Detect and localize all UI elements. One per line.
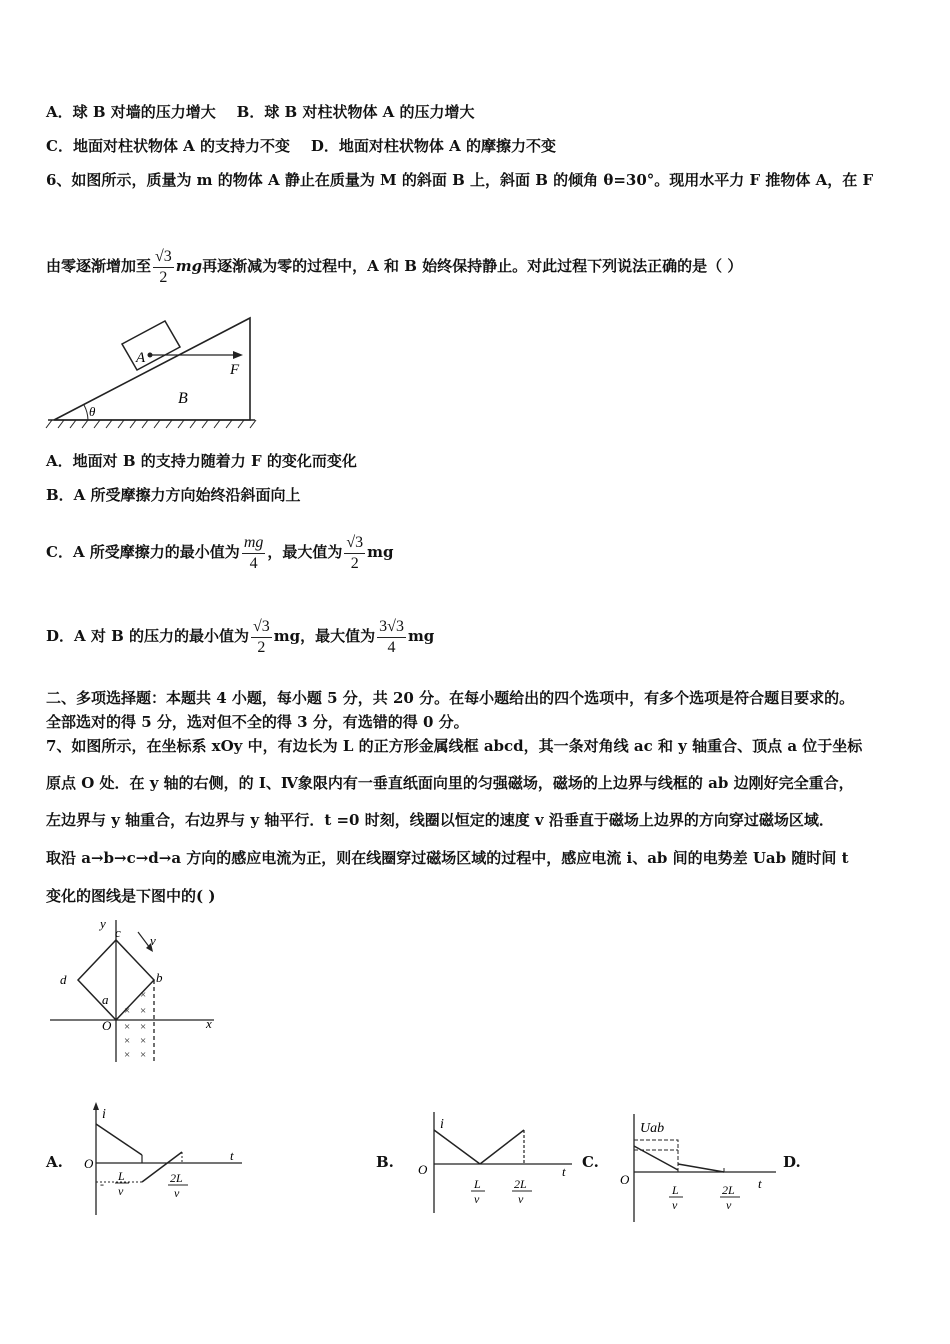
q6-option-c-pre: C．A 所受摩擦力的最小值为 — [46, 543, 240, 561]
field-cross: × — [124, 1049, 131, 1061]
q6-option-c — [46, 522, 394, 582]
label-y: y — [100, 916, 106, 931]
q6-option-c-unit: mg — [367, 543, 394, 561]
q7-line5: 变化的图线是下图中的( ) — [46, 887, 216, 905]
field-cross: × — [140, 989, 147, 1001]
origin-label: O — [620, 1172, 630, 1187]
label-a: a — [102, 992, 109, 1007]
graph-c — [616, 1110, 786, 1225]
fraction-numerator: √3 — [153, 247, 174, 268]
q5-option-b: B．球 B 对柱状物体 A 的压力增大 — [236, 103, 475, 121]
field-cross: × — [124, 1035, 131, 1047]
field-cross: × — [140, 1005, 147, 1017]
label-f: F — [230, 362, 240, 378]
label-c: c — [115, 925, 121, 940]
q7-line1: 7、如图所示，在坐标系 xOy 中，有边长为 L 的正方形金属线框 abcd，其一条对角线 ac 和 y 轴重合、顶点 a 位于坐标 — [46, 737, 863, 755]
origin-label: O — [84, 1156, 94, 1171]
minus-sign: - — [100, 1177, 104, 1191]
field-cross: × — [140, 1049, 147, 1061]
graph-b — [412, 1108, 582, 1218]
q7-line2: 原点 O 处．在 y 轴的右侧，的 I、Ⅳ象限内有一垂直纸面向里的匀强磁场，磁场的上边界与线框的 ab 边刚好完全重合， — [46, 774, 854, 792]
label-b: b — [156, 970, 163, 985]
fraction-denominator: 4 — [387, 638, 396, 656]
fraction-numerator: mg — [242, 533, 266, 554]
q7-line3: 左边界与 y 轴重合，右边界与 y 轴平行．t =0 时刻，线圈以恒定的速度 v 沿垂直于磁场上边界的方向穿过磁场区域． — [46, 811, 834, 829]
fraction-denominator: 4 — [249, 554, 258, 572]
q6-stem-pre: 由零逐渐增加至 — [46, 257, 152, 275]
fraction-denominator: 2 — [350, 554, 359, 572]
q5-options-row2 — [46, 136, 556, 156]
tick-l-num: L — [672, 1183, 679, 1197]
q5-option-c: C．地面对柱状物体 A 的支持力不变 — [46, 137, 291, 155]
label-d: d — [60, 972, 67, 987]
tick-l-den: v — [474, 1192, 480, 1206]
q5-options-row1 — [46, 102, 475, 122]
q6-option-c-max-fraction — [344, 533, 365, 574]
q6-option-d-mid: mg，最大值为 — [273, 627, 376, 645]
block-a — [122, 321, 180, 370]
field-cross: × — [124, 1005, 131, 1017]
axis-label-uab: Uab — [640, 1121, 665, 1136]
loop-field-figure — [46, 912, 226, 1067]
q6-option-a: A．地面对 B 的支持力随着力 F 的变化而变化 — [46, 452, 357, 470]
q7-option-b-label: B. — [376, 1153, 394, 1171]
tick-2l-den: v — [726, 1198, 732, 1212]
section2-line1: 二、多项选择题：本题共 4 小题，每小题 5 分，共 20 分。在每小题给出的四个选项中，有多个选项是符合题目要求的。 — [46, 689, 855, 707]
q7-option-c-label: C. — [582, 1153, 599, 1171]
q6-stem-line1: 6、如图所示，质量为 m 的物体 A 静止在质量为 M 的斜面 B 上，斜面 B 的倾角 θ=30°。现用水平力 F 推物体 A，在 F — [46, 171, 874, 189]
origin-label: O — [418, 1162, 428, 1177]
q6-stem-fraction — [153, 247, 174, 288]
tick-2l-den: v — [518, 1192, 524, 1206]
tick-l-den: v — [118, 1184, 124, 1198]
axis-label-i: i — [440, 1117, 444, 1132]
axis-label-t: t — [230, 1148, 234, 1163]
q6-option-c-mid: ，最大值为 — [267, 543, 343, 561]
tick-2l-den: v — [174, 1186, 180, 1200]
label-o: O — [102, 1018, 112, 1033]
axis-label-i: i — [102, 1107, 106, 1122]
label-x: x — [206, 1016, 212, 1031]
q6-option-d — [46, 606, 434, 666]
incline-figure — [40, 310, 270, 440]
q6-stem-unit: mg — [175, 257, 203, 275]
field-cross: × — [124, 1021, 131, 1033]
axis-label-t: t — [562, 1164, 566, 1179]
q5-option-d: D．地面对柱状物体 A 的摩擦力不变 — [310, 137, 557, 155]
fraction-numerator: √3 — [251, 617, 272, 638]
q6-option-d-pre: D．A 对 B 的压力的最小值为 — [46, 627, 249, 645]
q6-option-c-min-fraction — [242, 533, 266, 574]
q7-option-a-label: A. — [46, 1153, 63, 1171]
fraction-denominator: 2 — [159, 268, 168, 286]
fraction-denominator: 2 — [257, 638, 266, 656]
tick-2l-num: 2L — [170, 1171, 183, 1185]
q7-option-d-label: D. — [783, 1153, 801, 1171]
graph-a — [82, 1100, 252, 1220]
label-v: v — [150, 933, 156, 948]
field-cross: × — [140, 1021, 147, 1033]
field-cross: × — [140, 1035, 147, 1047]
q6-option-b: B．A 所受摩擦力方向始终沿斜面向上 — [46, 486, 301, 504]
label-a: A — [136, 350, 146, 366]
label-theta: θ — [89, 404, 96, 419]
tick-l-den: v — [672, 1198, 678, 1212]
tick-l-num: L — [118, 1169, 125, 1183]
section2-line2: 全部选对的得 5 分，选对但不全的得 3 分，有选错的得 0 分。 — [46, 713, 469, 731]
q6-option-d-min-fraction — [251, 617, 272, 658]
q6-option-d-unit: mg — [407, 627, 435, 645]
fraction-numerator: 3√3 — [377, 617, 406, 638]
tick-2l-num: 2L — [722, 1183, 735, 1197]
label-b: B — [178, 390, 188, 407]
q6-stem-post: 再逐渐减为零的过程中，A 和 B 始终保持静止。对此过程下列说法正确的是（ ） — [202, 257, 743, 275]
q5-option-a: A．球 B 对墙的压力增大 — [46, 103, 216, 121]
q6-option-d-max-fraction — [377, 617, 406, 658]
fraction-numerator: √3 — [344, 533, 365, 554]
axis-label-t: t — [758, 1176, 762, 1191]
tick-2l-num: 2L — [514, 1177, 527, 1191]
q6-stem-line2 — [46, 236, 742, 296]
q7-line4: 取沿 a→b→c→d→a 方向的感应电流为正，则在线圈穿过磁场区域的过程中，感应电流 i、ab 间的电势差 Uab 随时间 t — [46, 849, 849, 867]
tick-l-num: L — [474, 1177, 481, 1191]
